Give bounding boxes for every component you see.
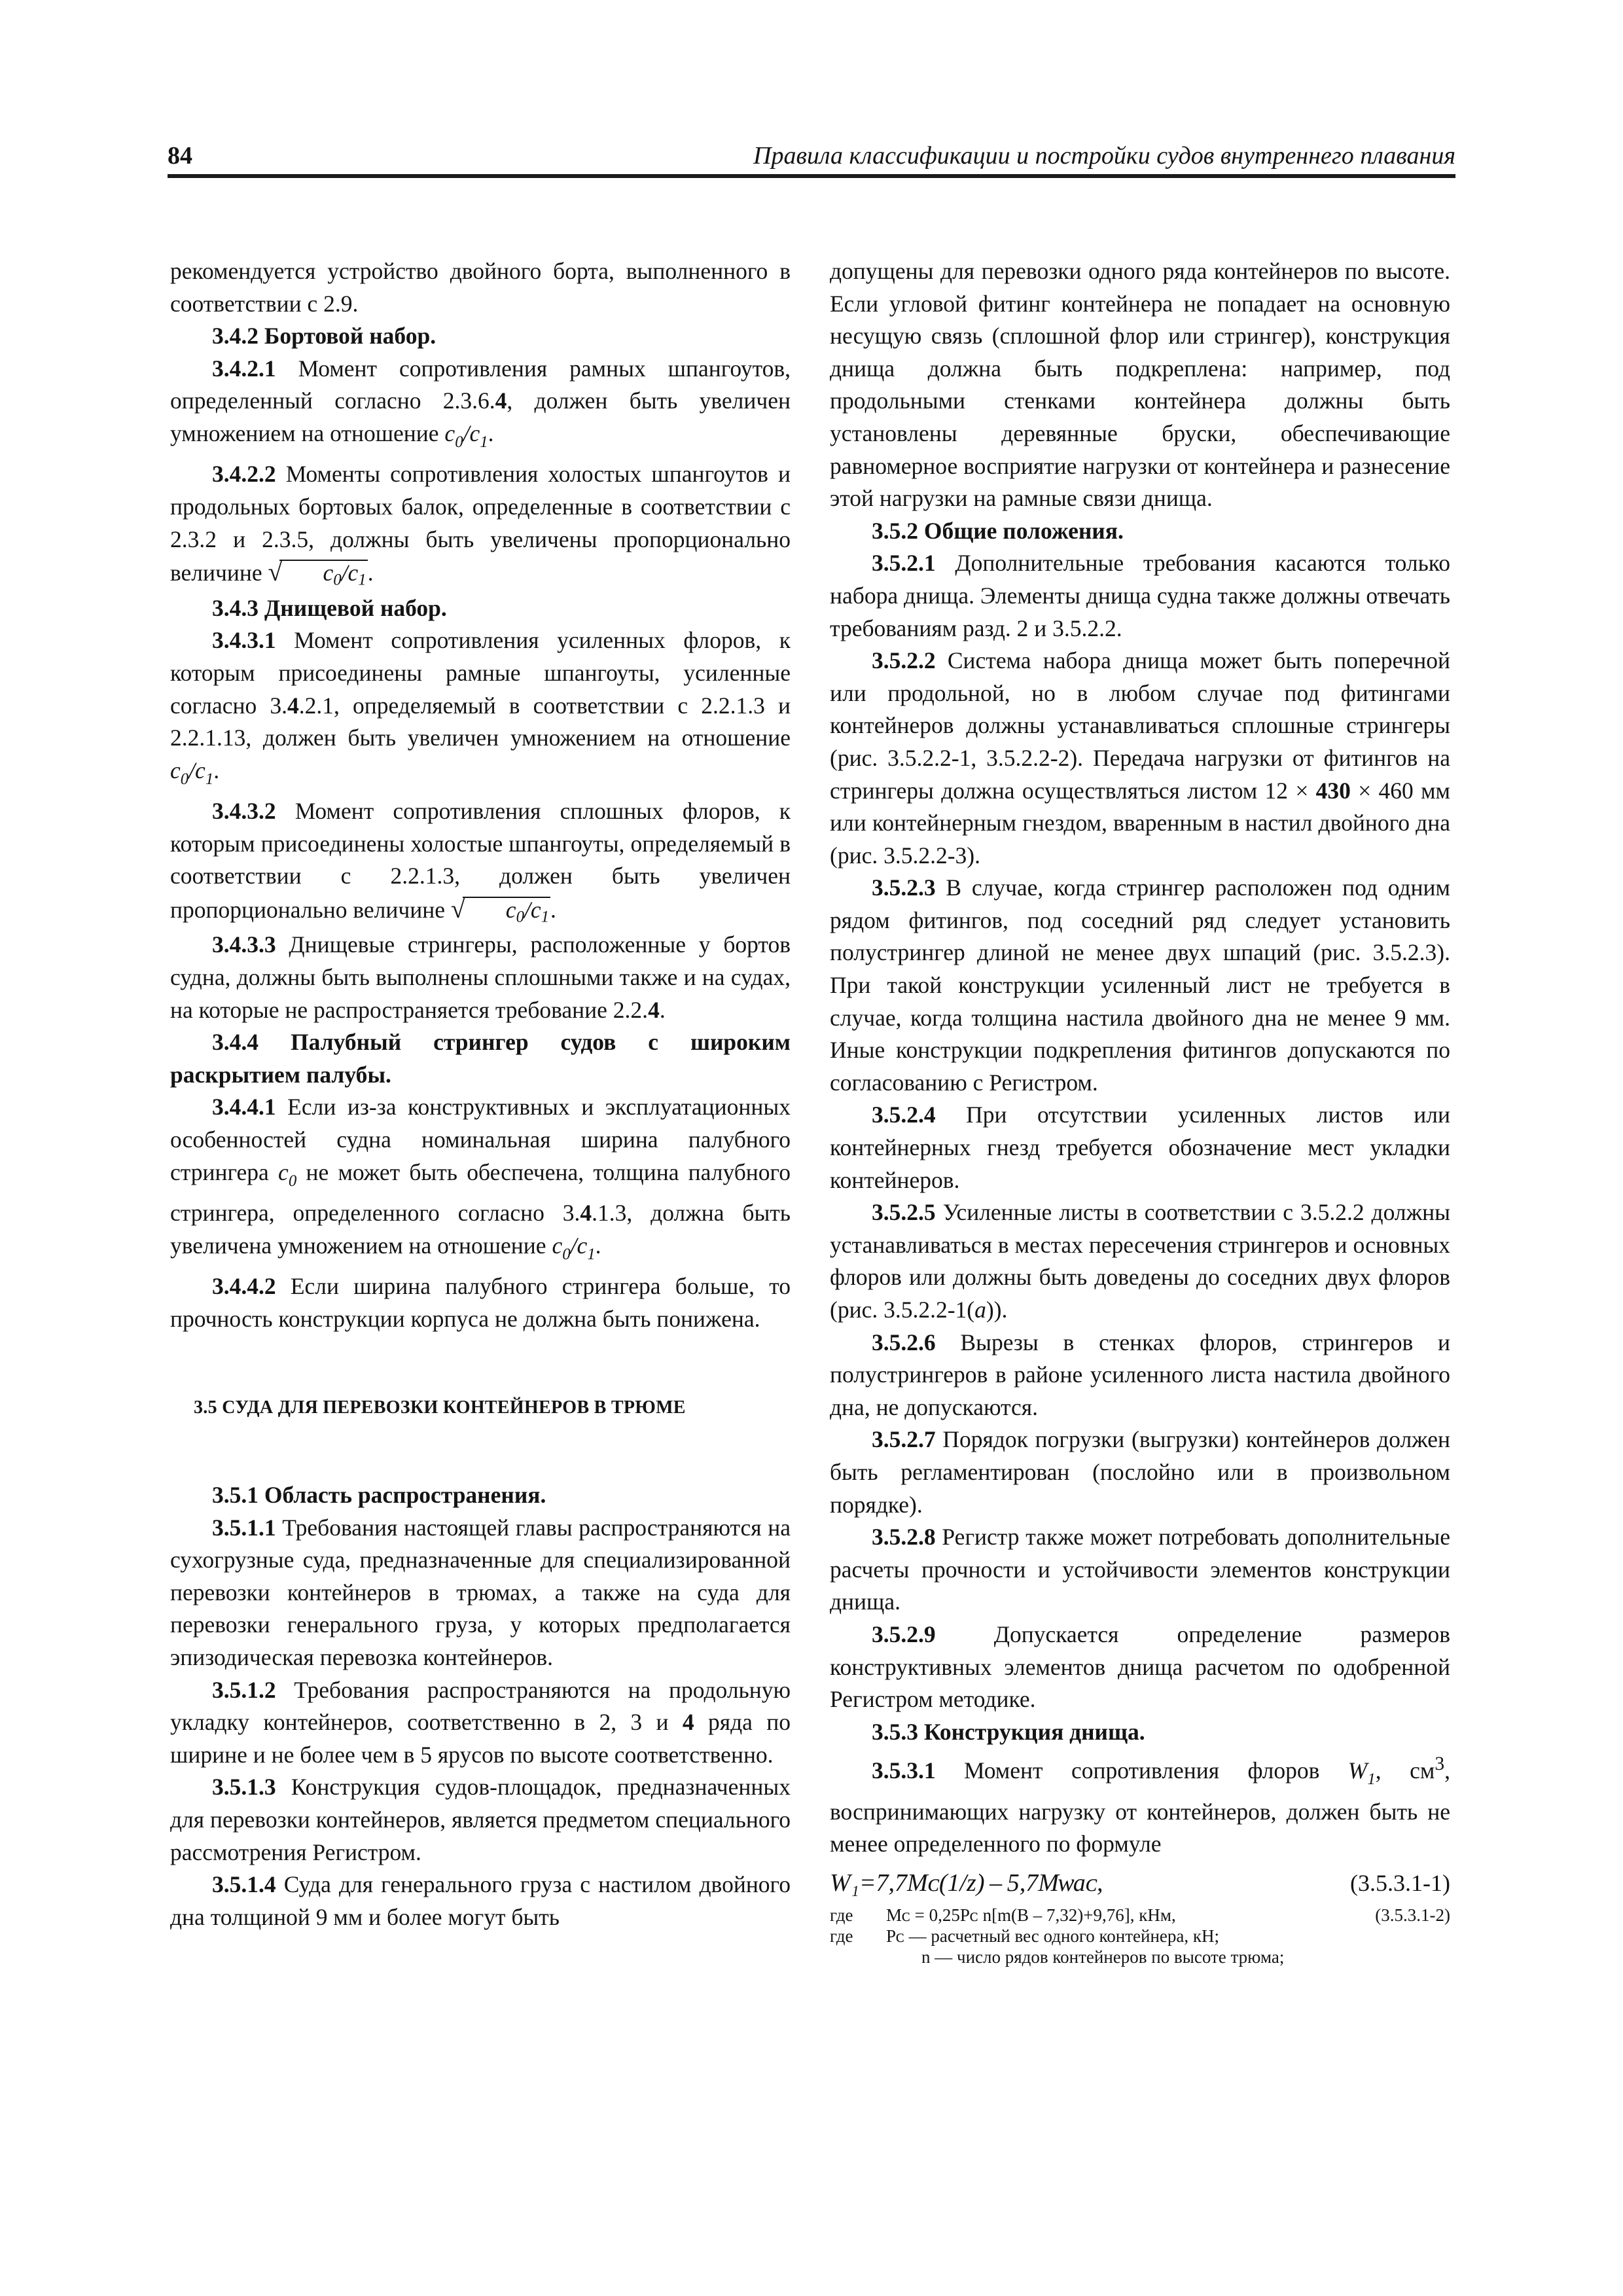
where-row [830,1926,1450,1946]
heading-3-5-2: 3.5.2 Общие положения. [872,517,1124,544]
text-bold: 4 [287,692,299,719]
text: мм или контейнерным гнездом, вваренным в настил двойного дна (рис. 3.5.2.2-3). [830,777,1451,869]
clause-number: 3.4.4.2 [212,1273,276,1300]
var: c [505,897,516,923]
clause-number: 3.5.2.5 [872,1199,936,1226]
sqrt-symbol: √ [268,557,283,587]
clause-number: 3.5.2.6 [872,1329,936,1355]
where-text: n — число рядов контейнеров по высоте трюма; [921,1947,1285,1967]
where-label: где [830,1905,853,1926]
text: Момент сопротивления усиленных флоров, к которым присоединены рамные шпангоуты, усиленные согласно 3. [170,627,791,719]
heading-3-4-2: 3.4.2 Бортовой набор. [212,323,437,350]
clause-number: 3.5.1.3 [212,1774,276,1801]
subscript: 1 [480,433,488,451]
right-column [830,255,1450,1967]
clause-number: 3.4.2.1 [212,355,276,382]
text: Порядок погрузки (выгрузки) контейнеров должен быть регламентирован (послойно или в произвольном порядке). [830,1426,1450,1518]
paragraph-3-5-2-4 [830,1099,1450,1196]
paragraph-3-5-2-6 [830,1327,1450,1424]
clause-number: 3.5.2.4 [872,1102,936,1128]
heading-3-5-1: 3.5.1 Область распространения. [212,1482,546,1509]
text: Момент сопротивления рамных шпангоутов, определенный согласно 2.3.6. [170,355,791,414]
text: Система набора днища может быть поперечной или продольной, но в любом случае под фитингами контейнеров должны устанавливаться сплошные стрингеры (рис. 3.5.2.2-1, 3.5.2.2-2). Передача нагрузки от фитингов на стрингеры должна осуществляться листом [830,647,1450,804]
clause-number: 3.4.3.1 [212,627,276,654]
text: не может быть обеспечена, толщина палубного стрингера, определенного согласно 3. [170,1158,791,1227]
clause-number: 3.5.2.8 [872,1524,936,1551]
subscript: 0 [455,433,463,451]
superscript: 3 [1435,1753,1445,1775]
clause-number: 3.5.2.1 [872,550,936,577]
paragraph-3-4-4-2 [170,1270,791,1335]
formula-number: (3.5.3.1-1) [1350,1869,1450,1896]
text: Если ширина палубного стрингера больше, то прочность конструкции корпуса не должна быть понижена. [170,1273,791,1332]
subscript: 1 [205,770,214,788]
text: , см [1375,1757,1435,1784]
var: c [170,757,181,783]
clause-number: 3.5.1.1 [212,1514,276,1541]
where-block [830,1905,1450,1967]
formula-3-5-3-1-1 [830,1867,1450,1900]
var: /c [188,757,205,783]
page-number: 84 [168,142,192,170]
subscript: 0 [562,1245,571,1263]
sqrt-symbol: √ [450,894,465,924]
heading-3-4-3: 3.4.3 Днищевой набор. [212,594,447,621]
var: /c [524,897,541,923]
var: c [444,420,455,446]
where-text: Pᴄ — расчетный вес одного контейнера, кН; [886,1926,1220,1946]
text: .1.3, должна быть увеличена умножением на отношение [170,1200,791,1259]
subscript: 1 [587,1245,596,1263]
clause-number: 3.4.4.1 [212,1094,276,1121]
paragraph-3-4-3-1 [170,624,791,795]
paragraph-3-5-1-4 [170,1869,791,1933]
text: ряда по ширине и не более чем в 5 ярусов по высоте соответственно. [170,1709,791,1768]
paragraph-3-4-2-1 [170,353,791,459]
paragraph-3-5-2-3 [830,872,1450,1099]
clause-number: 3.4.3.3 [212,931,276,958]
clause-number: 3.5.1.4 [212,1871,276,1898]
sqrt-argument [463,897,550,929]
formula-number: (3.5.3.1-2) [1375,1905,1450,1926]
text: , воспринимающих нагрузку от контейнеров, должен быть не менее определенного по формуле [830,1757,1450,1857]
running-title: Правила классификации и постройки судов внутреннего плавания [753,142,1455,170]
paragraph-3-5-1-1 [170,1512,791,1674]
paragraph-3-5-1-2 [170,1674,791,1772]
text: Суда для генерального груза с настилом двойного дна толщиной 9 мм и более могут быть [170,1871,791,1930]
dimension-part: 12 × [1264,777,1316,804]
paragraph-3-4-3-2 [170,795,791,929]
page-header [168,139,1455,178]
subscript: 0 [516,908,524,926]
text: Усиленные листы в соответствии с 3.5.2.2 должны устанавливаться в местах пересечения стрингеров и основных флоров или должны быть доведены до соседних двух флоров (рис. 3.5.2.2-1( [830,1199,1450,1323]
text: .2.1, определяемый в соответствии с 2.2.1.3 и 2.2.1.13, должен быть увеличен умножением на отношение [170,692,791,751]
clause-number: 3.4.3.2 [212,798,276,825]
paragraph-3-5-2-9 [830,1619,1450,1716]
header-rule [168,174,1455,178]
text: . [213,757,220,783]
subscript: 1 [541,908,550,926]
paragraph-3-5-2-1 [830,547,1450,645]
dimension-part: × 460 [1350,777,1414,804]
clause-number: 3.5.2.3 [872,874,936,901]
text: Момент сопротивления флоров [935,1757,1348,1784]
subscript: 1 [1367,1770,1376,1789]
subscript: 0 [288,1172,297,1190]
text: Вырезы в стенках флоров, стрингеров и полустрингеров в районе усиленного листа настила двойного дна, не допускаются. [830,1329,1450,1420]
paragraph-3-4-2-2 [170,458,791,592]
subscript: 1 [358,571,366,589]
paragraph-3-4-4-1 [170,1091,791,1270]
text: , должен быть увеличен умножением на отношение [170,387,791,446]
text-bold: 4 [495,387,507,414]
var: c [552,1232,563,1259]
clause-number: 3.5.3.1 [872,1757,936,1784]
clause-number: 3.5.2.7 [872,1426,936,1453]
text: Требования настоящей главы распространяются на сухогрузные суда, предназначенные для специализированной перевозки контейнеров в трюмах, а также на суда для перевозки генерального груза, у которых предполагается эпизодическая перевозка контейнеров. [170,1514,791,1670]
paragraph-3-5-3-1 [830,1748,1450,1861]
var: c [278,1158,289,1185]
text: Дополнительные требования касаются только набора днища. Элементы днища судна также должны отвечать требованиям разд. 2 и 3.5.2.2. [830,550,1450,641]
paragraph-continuation: допущены для перевозки одного ряда контейнеров по высоте. Если угловой фитинг контейнера не попадает на основную несущую связь (сплошной флор или стрингер), конструкция днища должна быть подкреплена: например, под продольными стенками контейнера должны быть установлены деревянные бруски, обеспечивающие равномерное восприятие нагрузки от контейнера и разнесение этой нагрузки на рамные связи днища. [830,258,1450,512]
text: Требования распространяются на продольную укладку контейнеров, соответственно в 2, 3 и [170,1676,791,1736]
paragraph-3-4-3-3 [170,929,791,1026]
text: . [595,1232,601,1259]
text: . [659,996,666,1023]
text: В случае, когда стрингер расположен под одним рядом фитингов, под соседний ряд следует установить полустрингер длиной не менее двух шпаций (рис. 3.5.2.3). При такой конструкции усиленный лист не требуется в случае, когда толщина настила двойного дна не менее 9 мм. Иные конструкции подкрепления фитингов допускаются по согласованию с Регистром. [830,874,1450,1096]
formula-expression: W₁=7,7Mᴄ(1/z) – 5,7Mᴡaᴄ, [830,1869,1103,1897]
clause-number: 3.5.2.2 [872,647,936,674]
text: Днищевые стрингеры, расположенные у бортов судна, должны быть выполнены сплошными также и на судах, на которые не распространяется требование 2.2. [170,931,791,1023]
clause-number: 3.5.1.2 [212,1676,276,1703]
where-row [830,1946,1450,1967]
subscript: 0 [333,571,342,589]
paragraph-3-5-1-3 [170,1771,791,1869]
section-title-3-5: 3.5 СУДА ДЛЯ ПЕРЕВОЗКИ КОНТЕЙНЕРОВ В ТРЮМЕ [194,1397,686,1418]
text-bold: 4 [682,1709,694,1736]
text: Конструкция судов-площадок, предназначенных для перевозки контейнеров, является предметом специального рассмотрения Регистром. [170,1774,791,1865]
var: c [323,560,334,586]
var: а [974,1297,986,1323]
clause-number: 3.4.2.2 [212,461,276,488]
var: /c [570,1232,588,1259]
text: Регистр также может потребовать дополнительные расчеты прочности и устойчивости элементов конструкции днища. [830,1524,1450,1615]
var: W [1347,1757,1368,1784]
var: /c [463,420,480,446]
subscript: 0 [180,770,189,788]
text: Допускается определение размеров конструктивных элементов днища расчетом по одобренной Регистром методике. [830,1621,1450,1713]
paragraph-3-5-2-2 [830,645,1450,872]
dimension-bold: 430 [1315,777,1351,804]
paragraph-3-5-2-7 [830,1424,1450,1521]
clause-number: 3.5.2.9 [872,1621,936,1647]
text-bold: 4 [580,1200,592,1227]
text-bold: 4 [648,996,660,1023]
paragraph-3-5-2-5 [830,1196,1450,1326]
paragraph-3-5-2-8 [830,1521,1450,1619]
text: . [367,560,374,586]
text: Моменты сопротивления холостых шпангоутов и продольных бортовых балок, определенные в соответствии с 2.3.2 и 2.3.5, должны быть увеличены пропорционально величине [170,461,791,586]
var: /c [341,560,359,586]
text: . [488,420,494,446]
text: )). [986,1297,1008,1323]
sqrt-argument [279,560,367,592]
paragraph-continuation: рекомендуется устройство двойного борта, выполненного в соответствии с 2.9. [170,258,791,317]
left-column [170,255,791,1933]
text: При отсутствии усиленных листов или контейнерных гнезд требуется обозначение мест укладки контейнеров. [830,1102,1450,1193]
heading-3-4-4: 3.4.4 Палубный стрингер судов с широким раскрытием палубы. [170,1029,791,1088]
where-row [830,1905,1450,1926]
text: Момент сопротивления сплошных флоров, к которым присоединены холостые шпангоуты, определяемый в соответствии с 2.2.1.3, должен быть увеличен пропорционально величине [170,798,791,923]
where-text: Mᴄ = 0,25Pᴄ n[m(B – 7,32)+9,76], кНм, [886,1905,1176,1926]
text: Если из-за конструктивных и эксплуатационных особенностей судна номинальная ширина палубного стрингера [170,1094,791,1185]
heading-3-5-3: 3.5.3 Конструкция днища. [872,1718,1145,1745]
where-label: где [830,1926,853,1946]
text: . [550,897,556,923]
